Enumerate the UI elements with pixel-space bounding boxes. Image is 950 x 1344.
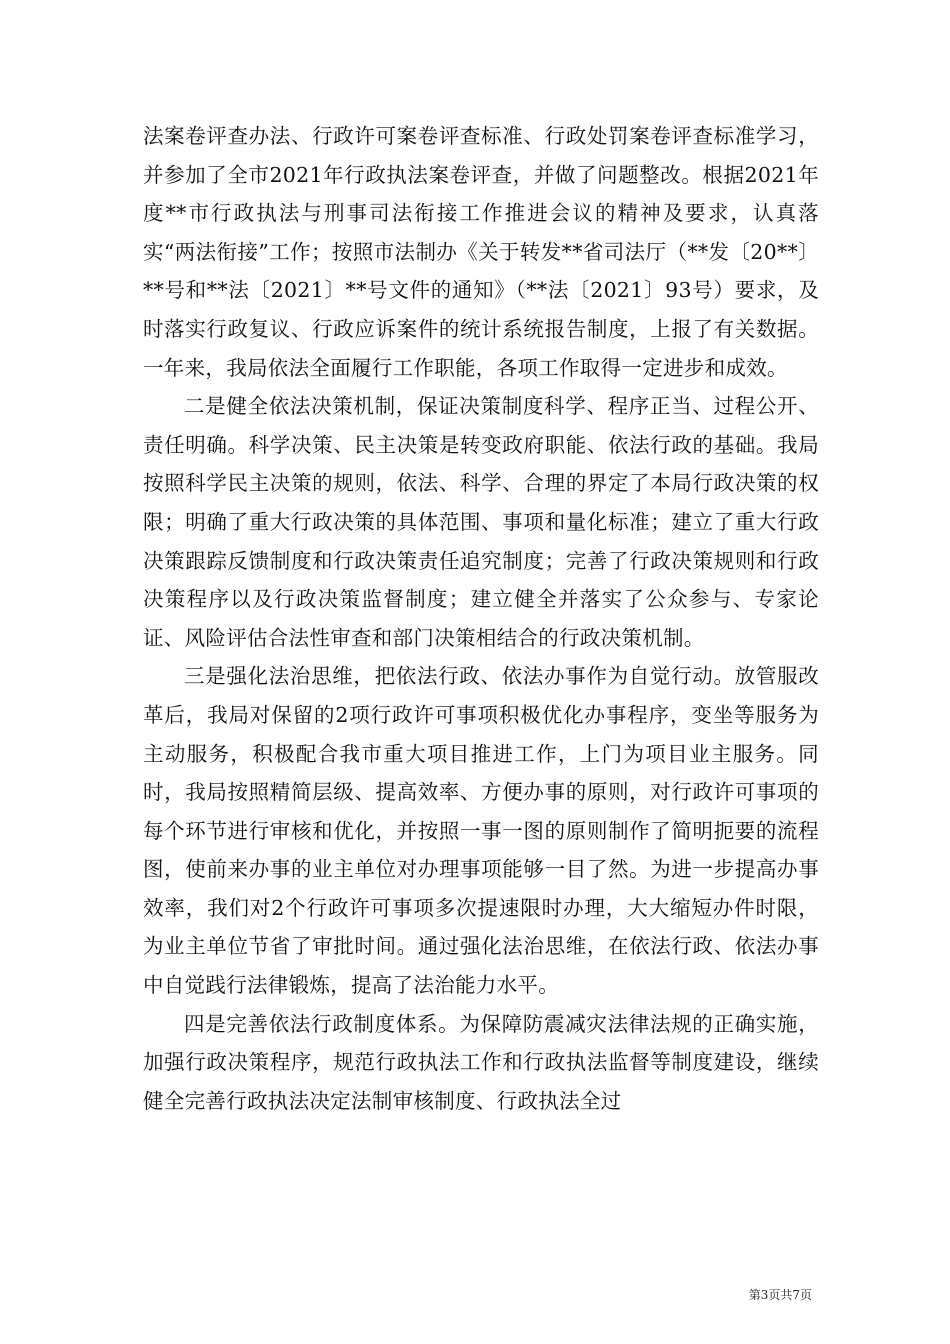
paragraph-2: 二是健全依法决策机制，保证决策制度科学、程序正当、过程公开、责任明确。科学决策、民主决策是转变政府职能、依法行政的基础。我局按照科学民主决策的规则，依法、科学、合理的界定了本局行政决策的权限；明确了重大行政决策的具体范围、事项和量化标准；建立了重大行政决策跟踪反馈制度和行政决策责任追究制度；完善了行政决策规则和行政决策程序以及行政决策监督制度；建立健全并落实了公众参与、专家论证、风险评估合法性审查和部门决策相结合的行政决策机制。 [143, 394, 819, 650]
paragraph-3: 三是强化法治思维，把依法行政、依法办事作为自觉行动。放管服改革后，我局对保留的2项行政许可事项积极优化办事程序，变坐等服务为主动服务，积极配合我市重大项目推进工作，上门为项目业主服务。同时，我局按照精简层级、提高效率、方便办事的原则，对行政许可事项的每个环节进行审核和优化，并按照一事一图的原则制作了简明扼要的流程图，使前来办事的业主单位对办理事项能够一目了然。为进一步提高办事效率，我们对2个行政许可事项多次提速限时办理，大大缩短办件时限，为业主单位节省了审批时间。通过强化法治思维，在依法行政、依法办事中自觉践行法律锻炼，提高了法治能力水平。 [143, 664, 819, 998]
paragraph-1: 法案卷评查办法、行政许可案卷评查标准、行政处罚案卷评查标准学习，并参加了全市2021年行政执法案卷评查，并做了问题整改。根据2021年度**市行政执法与刑事司法衔接工作推进会议的精神及要求，认真落实“两法衔接”工作；按照市法制办《关于转发**省司法厅（**发〔20**〕**号和**法〔2021〕**号文件的通知》（**法〔2021〕93号）要求，及时落实行政复议、行政应诉案件的统计系统报告制度，上报了有关数据。一年来，我局依法全面履行工作职能，各项工作取得一定进步和成效。 [143, 124, 819, 380]
page-number: 第3页共7页 [748, 1288, 812, 1302]
paragraph-4: 四是完善依法行政制度体系。为保障防震减灾法律法规的正确实施，加强行政决策程序，规范行政执法工作和行政执法监督等制度建设，继续健全完善行政执法决定法制审核制度、行政执法全过 [143, 1011, 819, 1113]
document-body [143, 117, 819, 1120]
